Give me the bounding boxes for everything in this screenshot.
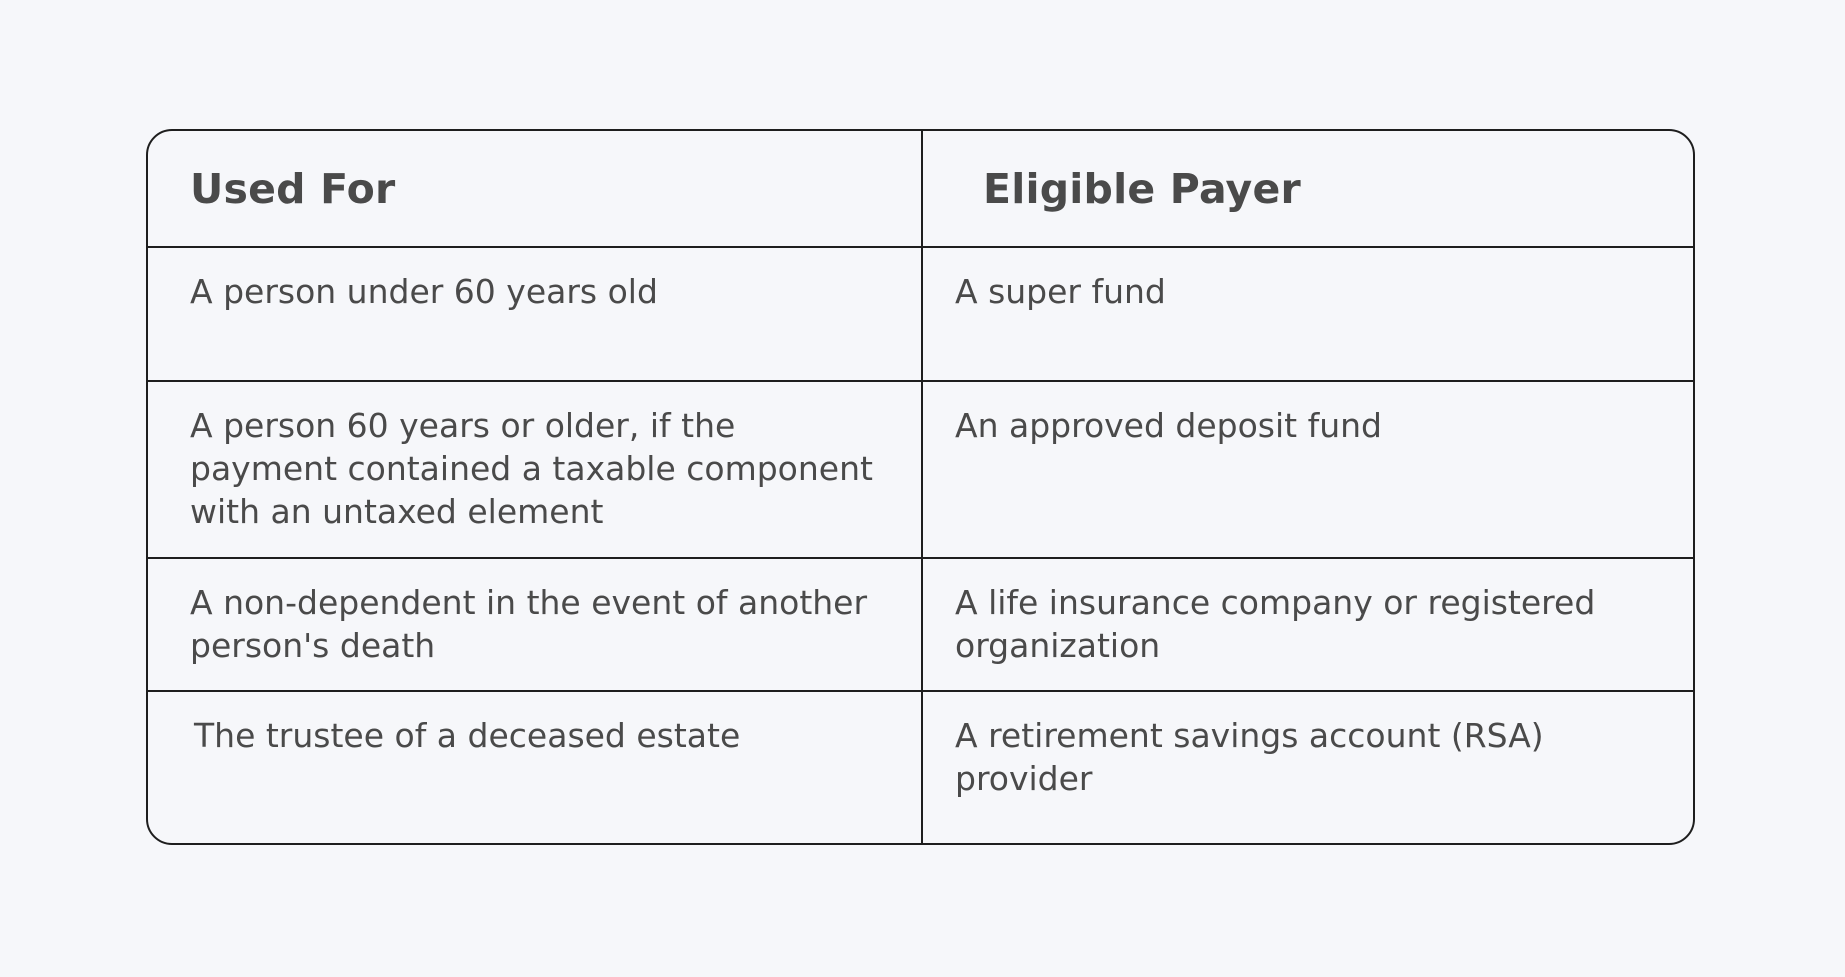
table-row	[148, 247, 1693, 381]
table-cell-eligible-payer	[922, 247, 1693, 381]
table-row	[148, 691, 1693, 845]
table-row	[148, 558, 1693, 691]
table-cell-used-for	[148, 381, 922, 558]
table-cell-used-for	[148, 691, 922, 845]
table-cell-used-for	[148, 558, 922, 691]
cell-text: A super fund	[955, 272, 1166, 311]
table-cell-eligible-payer	[922, 558, 1693, 691]
cell-text: An approved deposit fund	[955, 406, 1382, 445]
table-row	[148, 381, 1693, 558]
table-cell-used-for	[148, 247, 922, 381]
table-header-row	[148, 131, 1693, 247]
header-used-for	[148, 131, 922, 247]
table-cell-eligible-payer	[922, 691, 1693, 845]
payer-table	[148, 131, 1693, 845]
cell-text: A life insurance company or registered organization	[955, 583, 1596, 665]
cell-text: A person 60 years or older, if the payment contained a taxable component with an untaxed element	[190, 406, 873, 531]
table-cell-eligible-payer	[922, 381, 1693, 558]
header-used-for-label: Used For	[190, 165, 396, 213]
cell-text: A person under 60 years old	[190, 272, 658, 311]
header-eligible-payer	[922, 131, 1693, 247]
payer-table-frame	[146, 129, 1695, 845]
header-eligible-payer-label: Eligible Payer	[983, 165, 1301, 213]
cell-text: A retirement savings account (RSA) provider	[955, 716, 1544, 798]
cell-text: The trustee of a deceased estate	[194, 716, 741, 755]
cell-text: A non-dependent in the event of another person's death	[190, 583, 868, 665]
